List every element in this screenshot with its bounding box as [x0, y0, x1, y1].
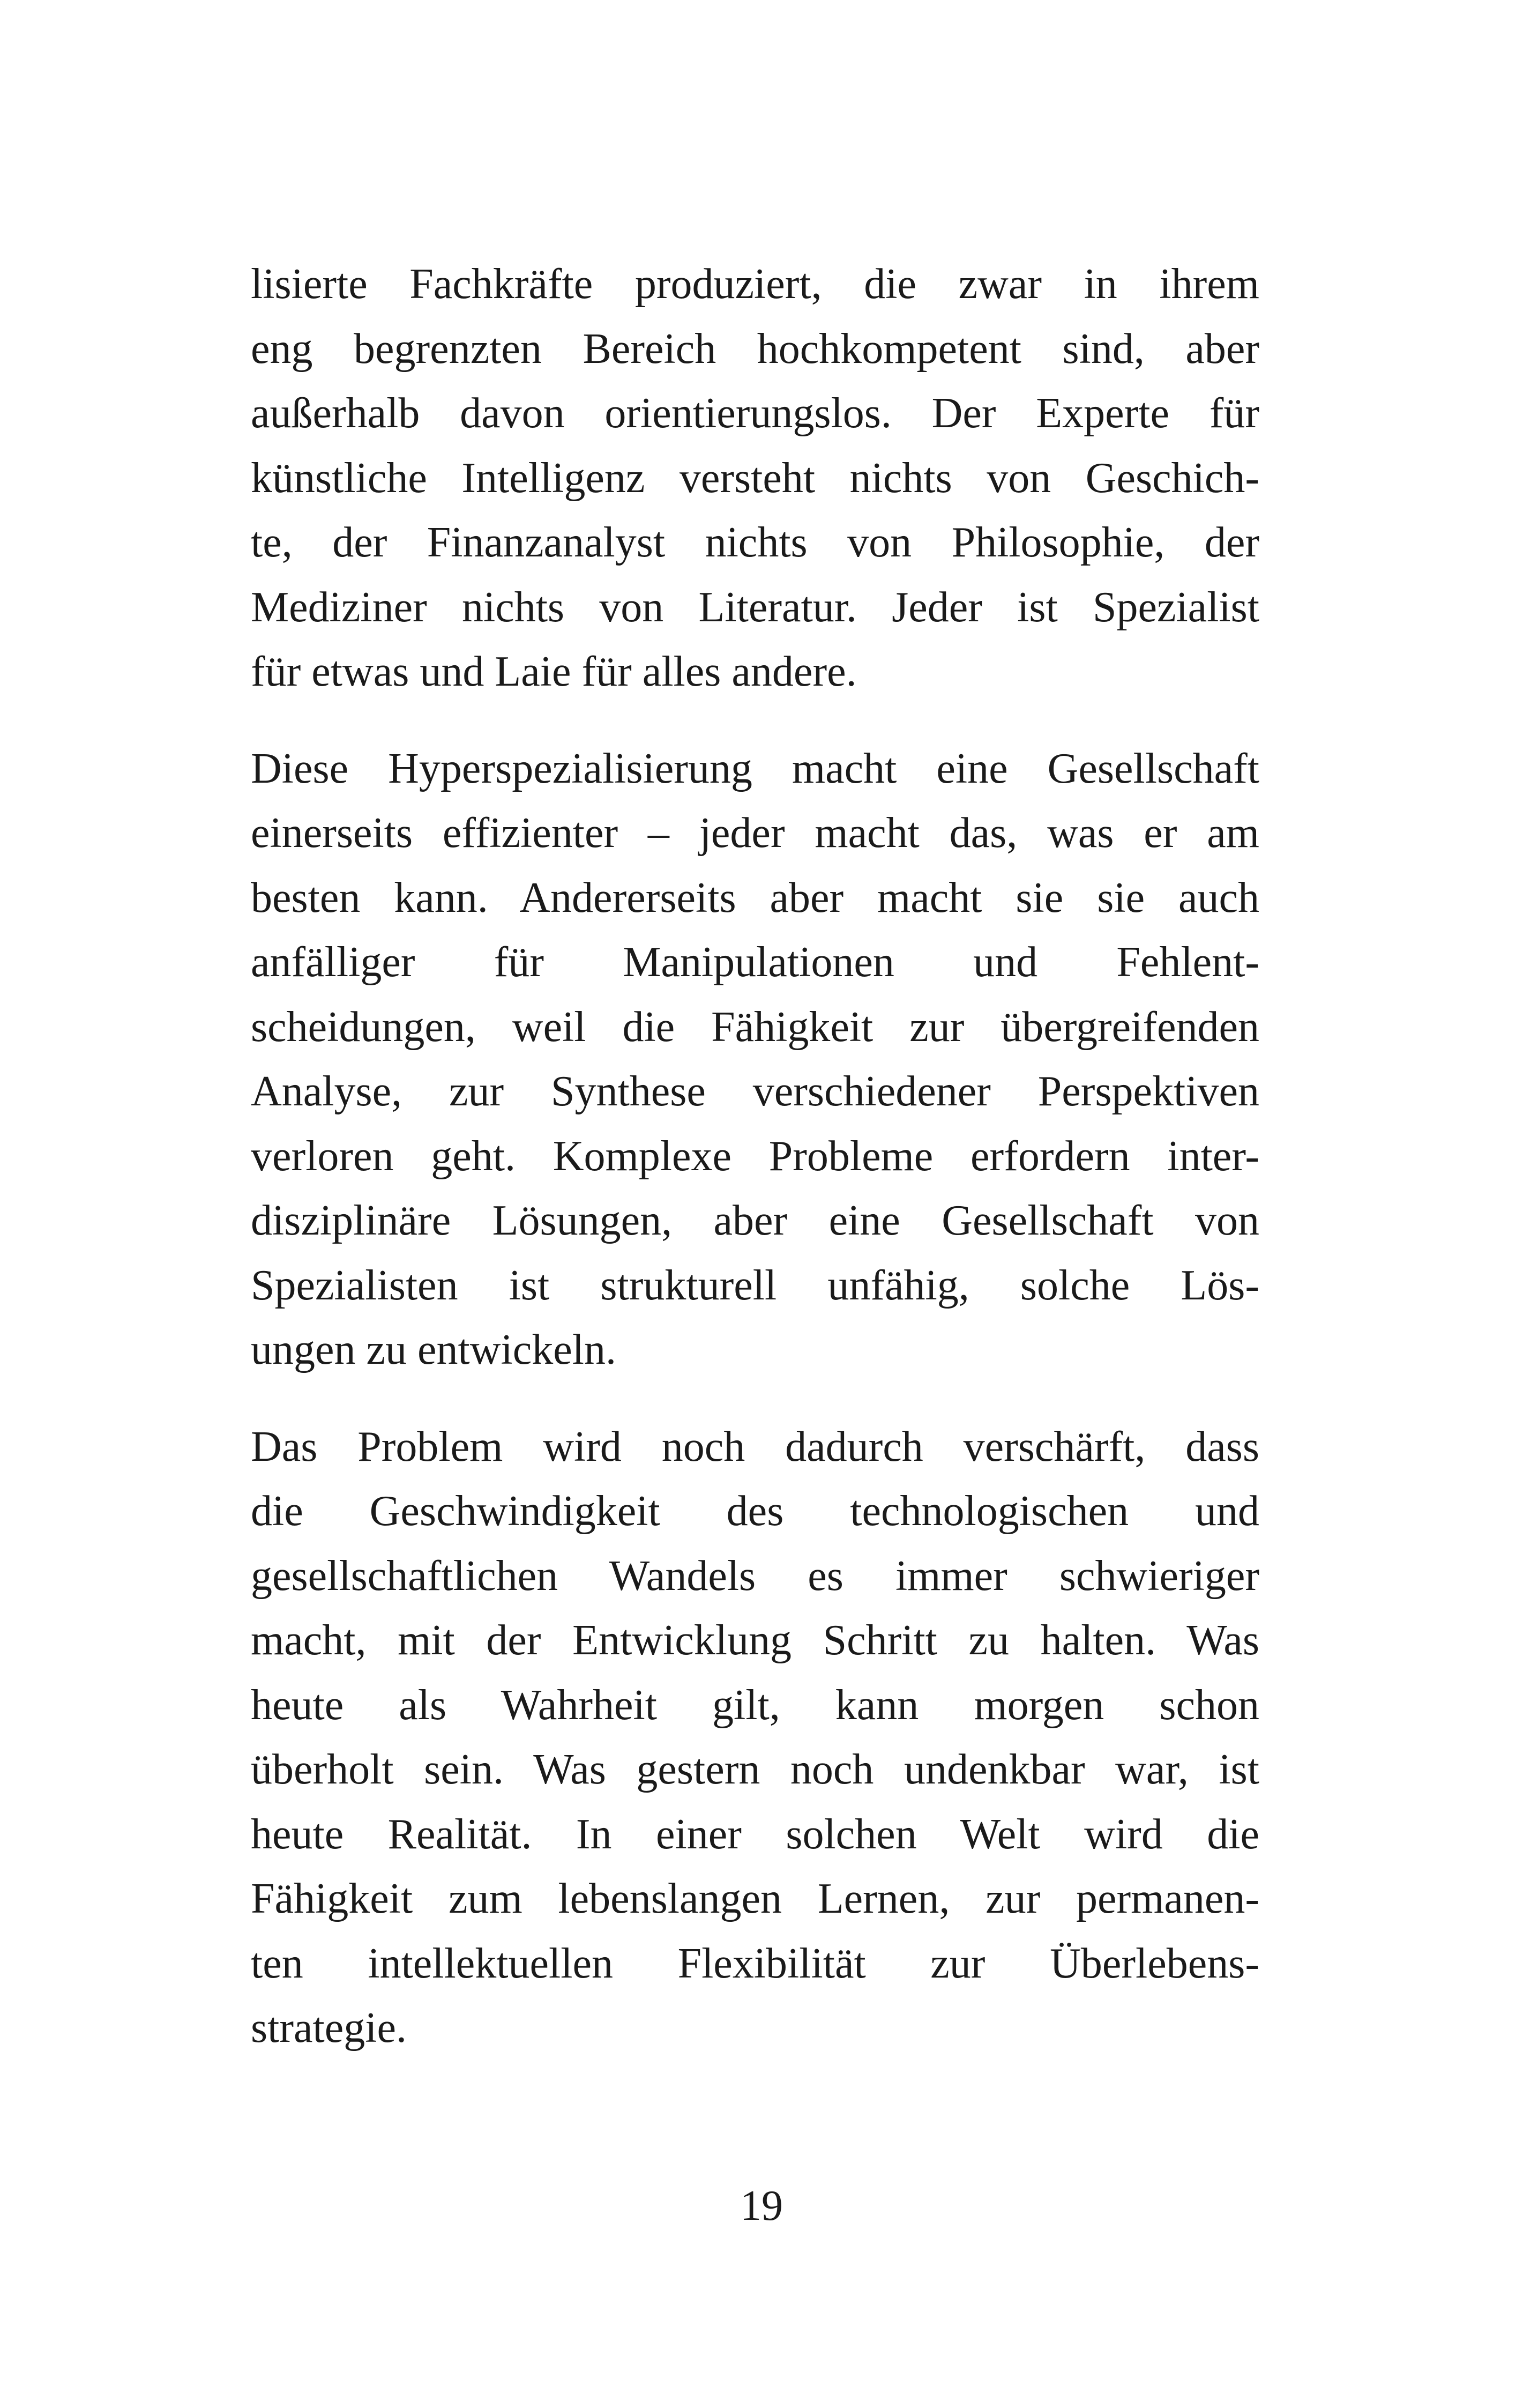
page-number: 19: [740, 2182, 783, 2229]
text-line: Analyse, zur Synthese verschiedener Perspektiven: [251, 1068, 1259, 1115]
text-line: künstliche Intelligenz versteht nichts von Geschich-: [251, 454, 1259, 502]
text-line: heute als Wahrheit gilt, kann morgen schon: [251, 1681, 1259, 1729]
paragraph-3: [251, 1415, 1259, 2061]
text-line: scheidungen, weil die Fähigkeit zur übergreifenden: [251, 1003, 1259, 1051]
text-line: anfälliger für Manipulationen und Fehlent-: [251, 939, 1259, 986]
text-line: gesellschaftlichen Wandels es immer schwieriger: [251, 1552, 1259, 1600]
text-line: Mediziner nichts von Literatur. Jeder ist Spezialist: [251, 583, 1259, 631]
text-line: für etwas und Laie für alles andere.: [251, 648, 857, 695]
text-line: ungen zu entwickeln.: [251, 1326, 616, 1373]
text-line: te, der Finanzanalyst nichts von Philosophie, der: [251, 519, 1259, 566]
paragraph-1: [251, 252, 1259, 704]
text-line: einerseits effizienter – jeder macht das, was er am: [251, 809, 1259, 857]
text-line: strategie.: [251, 2004, 407, 2052]
text-line: Fähigkeit zum lebenslangen Lernen, zur permanen-: [251, 1875, 1259, 1922]
text-line: lisierte Fachkräfte produziert, die zwar in ihrem: [251, 261, 1259, 308]
body-text: [251, 252, 1259, 2093]
text-line: eng begrenzten Bereich hochkompetent sind, aber: [251, 325, 1259, 373]
text-line: Das Problem wird noch dadurch verschärft, dass: [251, 1423, 1259, 1470]
text-line: verloren geht. Komplexe Probleme erfordern inter-: [251, 1132, 1259, 1180]
text-line: disziplinäre Lösungen, aber eine Gesellschaft von: [251, 1197, 1259, 1244]
text-line: heute Realität. In einer solchen Welt wird die: [251, 1810, 1259, 1858]
text-line: Diese Hyperspezialisierung macht eine Gesellschaft: [251, 745, 1259, 792]
text-line: ten intellektuellen Flexibilität zur Überlebens-: [251, 1939, 1259, 1987]
text-line: außerhalb davon orientierungslos. Der Experte für: [251, 390, 1259, 437]
paragraph-2: [251, 737, 1259, 1383]
text-line: Spezialisten ist strukturell unfähig, solche Lös-: [251, 1261, 1259, 1309]
text-line: macht, mit der Entwicklung Schritt zu halten. Was: [251, 1617, 1259, 1664]
text-line: besten kann. Andererseits aber macht sie sie auch: [251, 874, 1259, 921]
text-line: die Geschwindigkeit des technologischen und: [251, 1488, 1259, 1535]
text-line: überholt sein. Was gestern noch undenkbar war, ist: [251, 1746, 1259, 1793]
